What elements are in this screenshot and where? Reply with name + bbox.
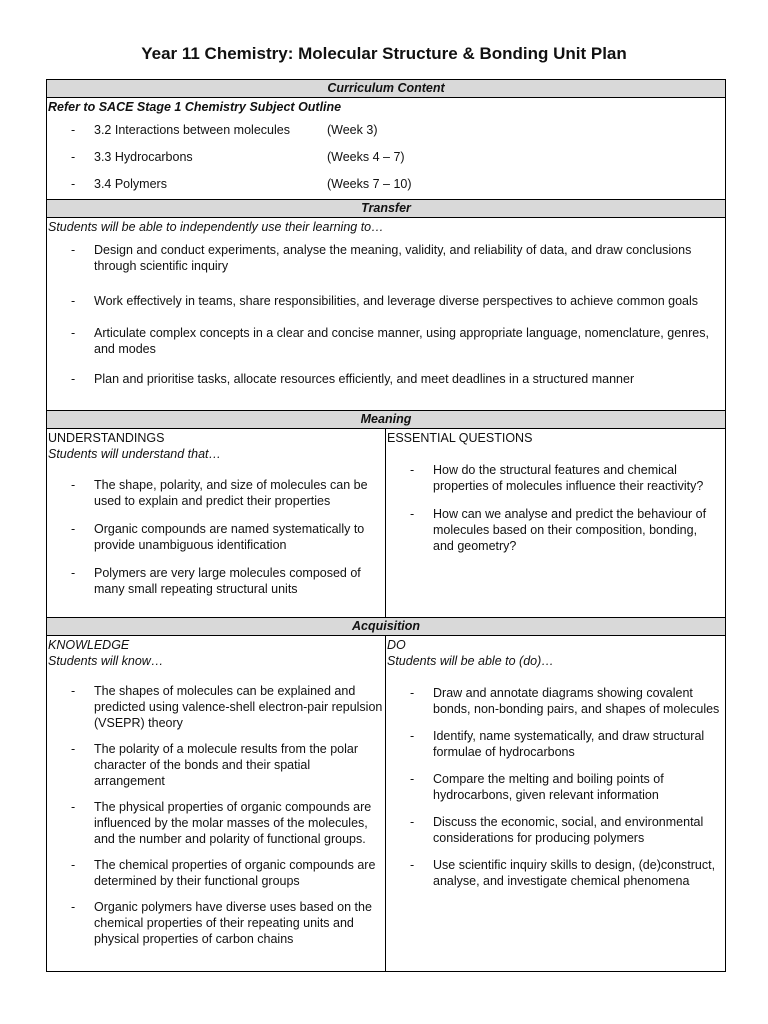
transfer-item: - Articulate complex concepts in a clear and concise manner, using appropriate language, nomenclature, genres, and modes bbox=[47, 325, 721, 357]
transfer-item: - Design and conduct experiments, analyse the meaning, validity, and reliability of data, and draw conclusions through scientific inquiry bbox=[47, 242, 721, 274]
essential-question-item: - How do the structural features and chemical properties of molecules influence their reactivity? bbox=[386, 462, 721, 494]
knowledge-column bbox=[47, 636, 386, 971]
transfer-item: - Work effectively in teams, share responsibilities, and leverage diverse perspectives to achieve common goals bbox=[47, 293, 721, 309]
essential-question-item: - How can we analyse and predict the behaviour of molecules based on their composition, bonding, and geometry? bbox=[386, 506, 721, 554]
unit-plan-table bbox=[46, 79, 726, 972]
curriculum-item bbox=[47, 122, 725, 149]
curriculum-intro: Refer to SACE Stage 1 Chemistry Subject Outline bbox=[48, 100, 342, 114]
curriculum-topic: 3.4 Polymers bbox=[94, 177, 167, 191]
understandings-label: UNDERSTANDINGS bbox=[48, 431, 165, 445]
understandings-intro: Students will understand that… bbox=[48, 447, 222, 461]
knowledge-item: - The chemical properties of organic compounds are determined by their functional groups bbox=[47, 857, 383, 889]
knowledge-item: - The polarity of a molecule results from the polar character of the bonds and their spatial arrangement bbox=[47, 741, 383, 789]
curriculum-list bbox=[47, 122, 725, 203]
transfer-list bbox=[47, 242, 725, 387]
meaning-heading: Meaning bbox=[47, 410, 725, 429]
understanding-item: - Organic compounds are named systematically to provide unambiguous identification bbox=[47, 521, 379, 553]
transfer-intro: Students will be able to independently use their learning to… bbox=[48, 220, 384, 234]
understanding-item: - Polymers are very large molecules composed of many small repeating structural units bbox=[47, 565, 379, 597]
curriculum-weeks: (Weeks 4 – 7) bbox=[327, 150, 405, 164]
transfer-heading: Transfer bbox=[47, 199, 725, 218]
do-item: - Compare the melting and boiling points of hydrocarbons, given relevant information bbox=[386, 771, 723, 803]
knowledge-item: - Organic polymers have diverse uses based on the chemical properties of their repeating units and physical properties of carbon chains bbox=[47, 899, 383, 947]
knowledge-item: - The physical properties of organic compounds are influenced by the molar masses of the molecules, and the number and polarity of functional groups. bbox=[47, 799, 383, 847]
do-list bbox=[386, 685, 725, 889]
essential-questions-column bbox=[386, 429, 725, 617]
knowledge-item: - The shapes of molecules can be explained and predicted using valence-shell electron-pair repulsion (VSEPR) theory bbox=[47, 683, 383, 731]
do-intro: Students will be able to (do)… bbox=[387, 654, 554, 668]
curriculum-weeks: (Weeks 7 – 10) bbox=[327, 177, 412, 191]
curriculum-item bbox=[47, 149, 725, 176]
understandings-list bbox=[47, 477, 385, 597]
curriculum-heading: Curriculum Content bbox=[47, 80, 725, 98]
understanding-item: - The shape, polarity, and size of molecules can be used to explain and predict their properties bbox=[47, 477, 379, 509]
curriculum-topic: 3.2 Interactions between molecules bbox=[94, 123, 290, 137]
essential-questions-list bbox=[386, 462, 725, 554]
do-label: DO bbox=[387, 638, 406, 652]
acquisition-section bbox=[47, 636, 725, 971]
acquisition-heading: Acquisition bbox=[47, 617, 725, 636]
understandings-column bbox=[47, 429, 386, 617]
curriculum-weeks: (Week 3) bbox=[327, 123, 378, 137]
curriculum-topic: 3.3 Hydrocarbons bbox=[94, 150, 193, 164]
curriculum-section bbox=[47, 98, 725, 199]
knowledge-list bbox=[47, 683, 385, 947]
do-item: - Identify, name systematically, and draw structural formulae of hydrocarbons bbox=[386, 728, 723, 760]
essential-questions-label: ESSENTIAL QUESTIONS bbox=[387, 431, 533, 445]
knowledge-intro: Students will know… bbox=[48, 654, 164, 668]
transfer-section bbox=[47, 218, 725, 410]
meaning-section bbox=[47, 429, 725, 617]
do-item: - Discuss the economic, social, and environmental considerations for producing polymers bbox=[386, 814, 723, 846]
do-item: - Draw and annotate diagrams showing covalent bonds, non-bonding pairs, and shapes of molecules bbox=[386, 685, 723, 717]
do-item: - Use scientific inquiry skills to design, (de)construct, analyse, and investigate chemical phenomena bbox=[386, 857, 723, 889]
knowledge-label: KNOWLEDGE bbox=[48, 638, 130, 652]
page-title: Year 11 Chemistry: Molecular Structure & Bonding Unit Plan bbox=[141, 44, 627, 63]
transfer-item: - Plan and prioritise tasks, allocate resources efficiently, and meet deadlines in a structured manner bbox=[47, 371, 721, 387]
do-column bbox=[386, 636, 725, 971]
curriculum-item bbox=[47, 176, 725, 203]
